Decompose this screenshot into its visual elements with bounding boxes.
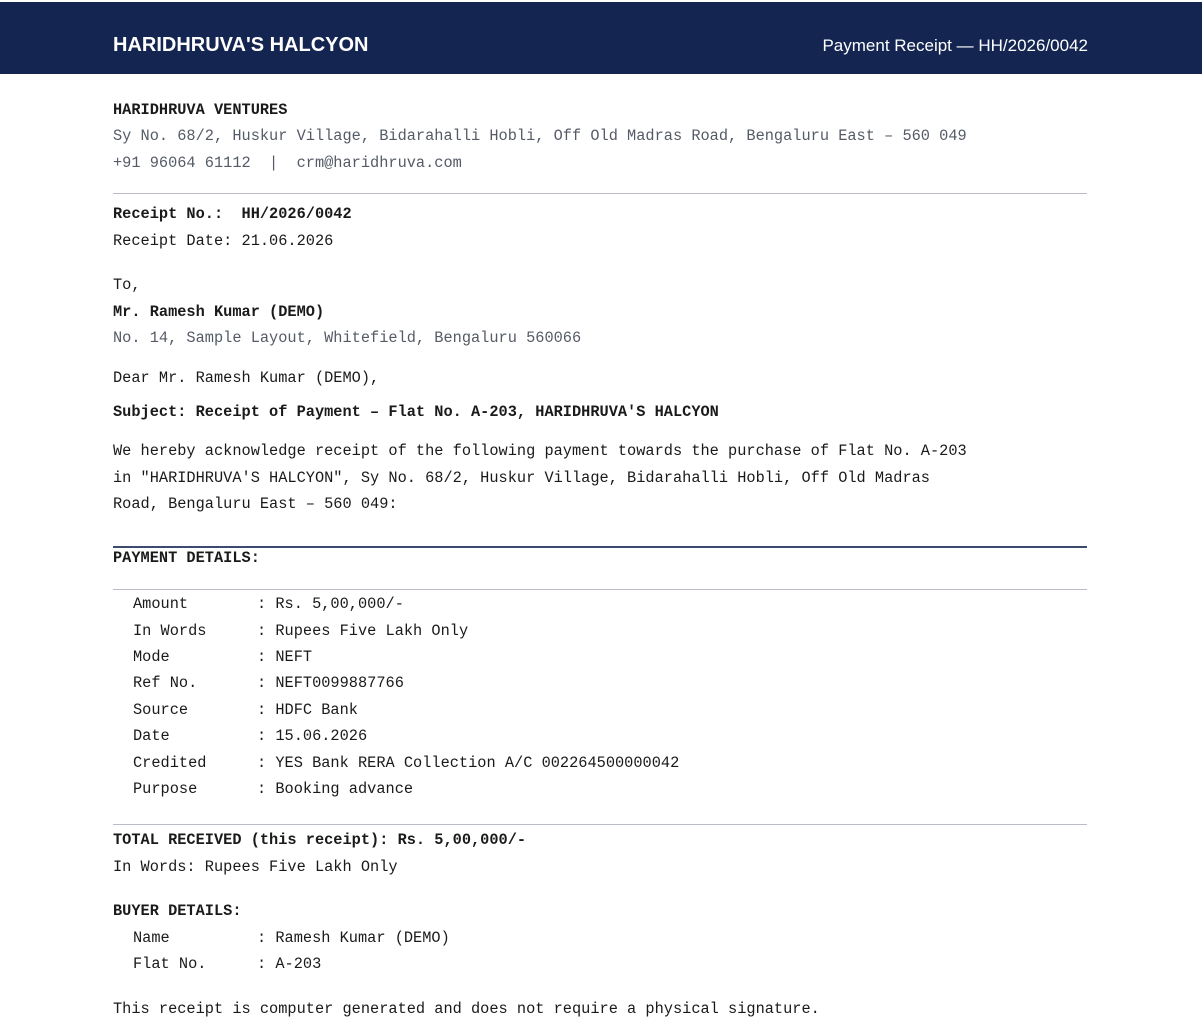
footer-note: This receipt is computer generated and does not require a physical signature. <box>113 1000 820 1018</box>
payment-row-key: In Words <box>133 622 207 640</box>
buyer-row-key: Flat No. <box>133 955 207 973</box>
payment-row-value: : HDFC Bank <box>257 701 358 719</box>
divider <box>113 824 1087 825</box>
document-header <box>0 2 1202 74</box>
body-line: We hereby acknowledge receipt of the following payment towards the purchase of Flat No. A-203 <box>113 442 967 460</box>
payment-row-value: : Rupees Five Lakh Only <box>257 622 469 640</box>
body-line: Road, Bengaluru East – 560 049: <box>113 495 398 513</box>
salutation: Dear Mr. Ramesh Kumar (DEMO), <box>113 369 380 387</box>
buyer-row <box>133 955 321 973</box>
body-line: in "HARIDHRUVA'S HALCYON", Sy No. 68/2, Huskur Village, Bidarahalli Hobli, Off Old Madras <box>113 469 930 487</box>
divider <box>113 589 1087 590</box>
company-address: Sy No. 68/2, Huskur Village, Bidarahalli Hobli, Off Old Madras Road, Bengaluru East – 560 049 <box>113 127 967 145</box>
payment-row-value: : NEFT0099887766 <box>257 674 404 692</box>
section-divider <box>113 546 1087 548</box>
receipt-number: Receipt No.: HH/2026/0042 <box>113 205 352 223</box>
payment-row-value: : Booking advance <box>257 780 414 798</box>
total-received: TOTAL RECEIVED (this receipt): Rs. 5,00,000/- <box>113 831 527 849</box>
total-in-words: In Words: Rupees Five Lakh Only <box>113 858 398 876</box>
recipient-to: To, <box>113 276 141 294</box>
payment-row <box>133 754 679 772</box>
payment-row-key: Credited <box>133 754 207 772</box>
payment-row <box>133 622 468 640</box>
buyer-row-value: : A-203 <box>257 955 322 973</box>
payment-row <box>133 780 413 798</box>
payment-row <box>133 595 404 613</box>
payment-row <box>133 701 358 719</box>
receipt-date: Receipt Date: 21.06.2026 <box>113 232 334 250</box>
receipt-title: Payment Receipt — HH/2026/0042 <box>822 36 1088 55</box>
buyer-details-heading: BUYER DETAILS: <box>113 902 242 920</box>
payment-row-key: Purpose <box>133 780 198 798</box>
payment-details-heading: PAYMENT DETAILS: <box>113 549 260 567</box>
payment-row-key: Date <box>133 727 170 745</box>
payment-row-value: : 15.06.2026 <box>257 727 368 745</box>
payment-row-key: Source <box>133 701 189 719</box>
recipient-address: No. 14, Sample Layout, Whitefield, Bengaluru 560066 <box>113 329 582 347</box>
payment-row-value: : YES Bank RERA Collection A/C 002264500000042 <box>257 754 680 772</box>
company-contact: +91 96064 61112 | crm@haridhruva.com <box>113 154 462 172</box>
payment-row <box>133 648 312 666</box>
payment-row-value: : Rs. 5,00,000/- <box>257 595 404 613</box>
payment-row-key: Amount <box>133 595 189 613</box>
buyer-row <box>133 929 450 947</box>
payment-row-key: Ref No. <box>133 674 198 692</box>
subject-line: Subject: Receipt of Payment – Flat No. A-203, HARIDHRUVA'S HALCYON <box>113 403 719 421</box>
buyer-row-key: Name <box>133 929 170 947</box>
project-brand: HARIDHRUVA'S HALCYON <box>113 34 369 56</box>
payment-row-key: Mode <box>133 648 170 666</box>
payment-row <box>133 727 367 745</box>
recipient-name: Mr. Ramesh Kumar (DEMO) <box>113 303 325 321</box>
payment-row-value: : NEFT <box>257 648 313 666</box>
buyer-row-value: : Ramesh Kumar (DEMO) <box>257 929 450 947</box>
payment-row <box>133 674 404 692</box>
company-name: HARIDHRUVA VENTURES <box>113 101 288 119</box>
divider <box>113 193 1087 194</box>
